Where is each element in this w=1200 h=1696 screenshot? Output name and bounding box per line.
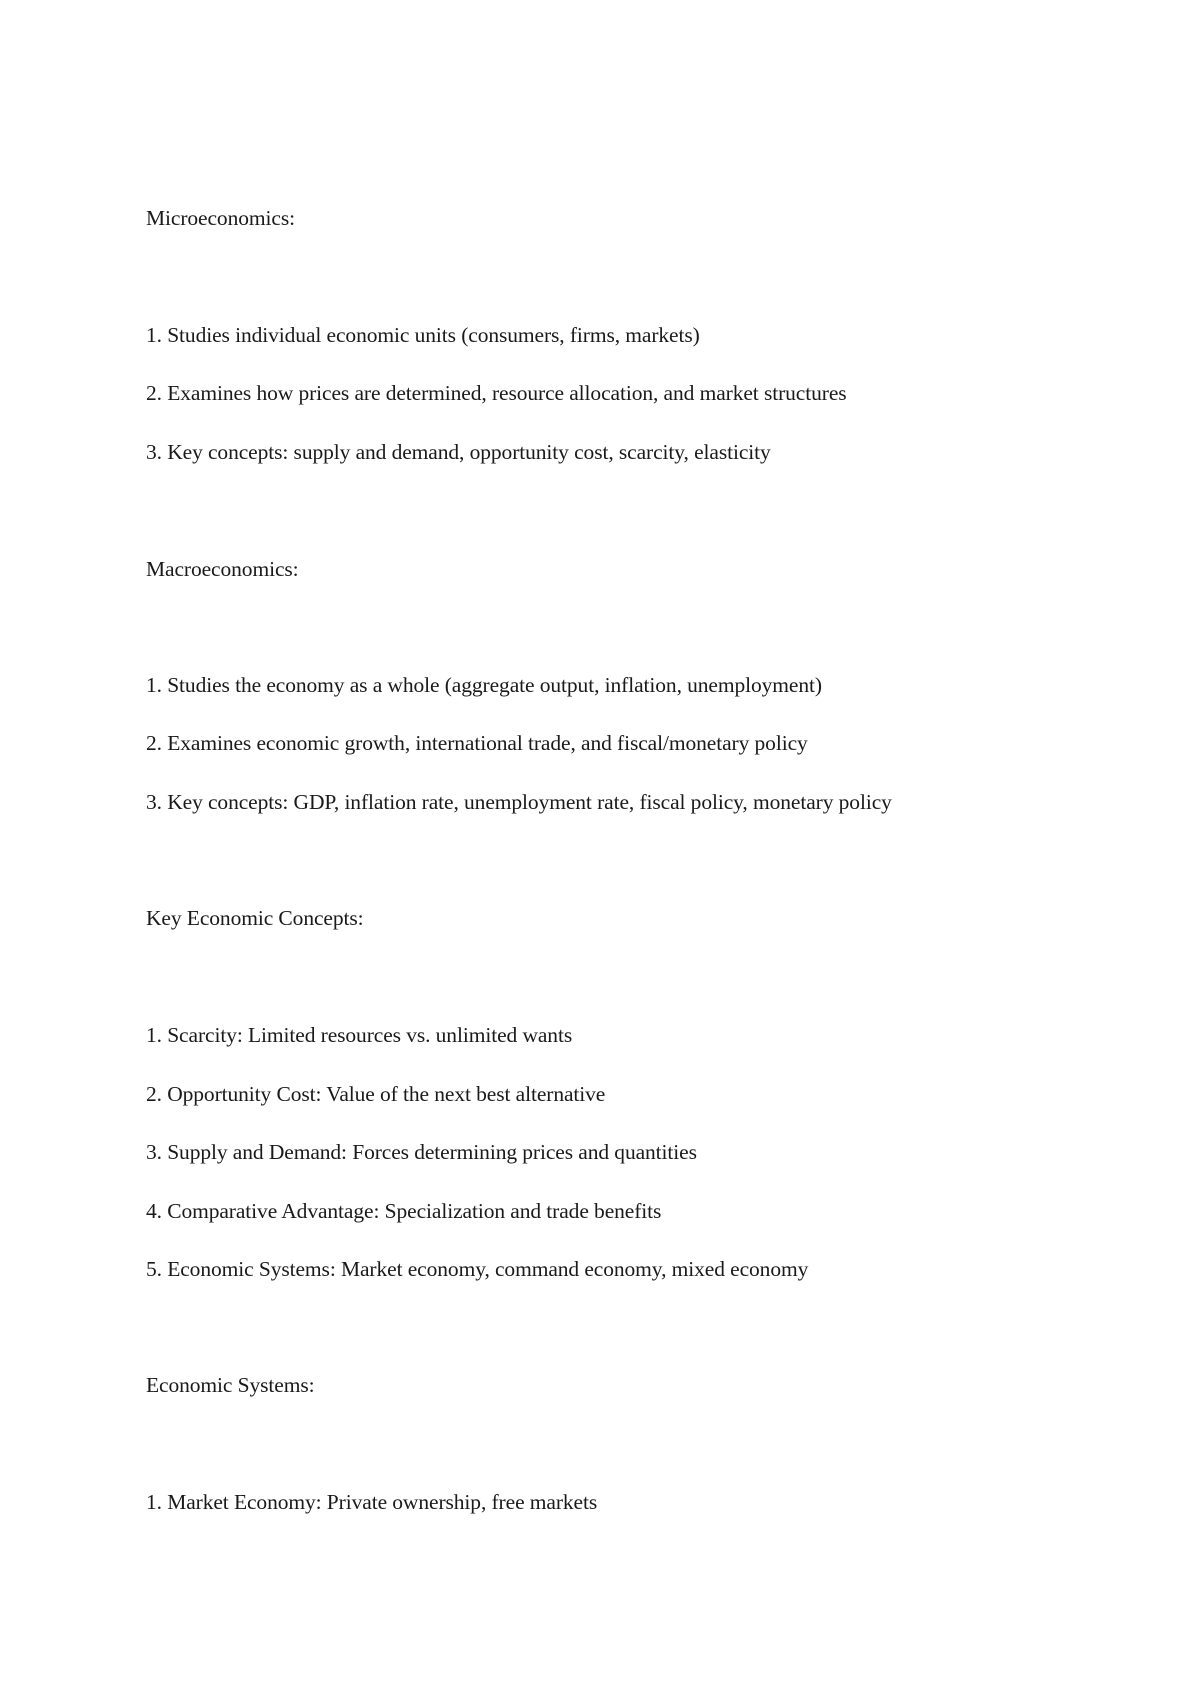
list-item: 3. Supply and Demand: Forces determining prices and quantities (146, 1140, 697, 1164)
section-heading-key-economic-concepts: Key Economic Concepts: (146, 906, 364, 930)
section-heading-economic-systems: Economic Systems: (146, 1373, 315, 1397)
list-item: 1. Studies individual economic units (consumers, firms, markets) (146, 323, 700, 347)
list-item: 1. Market Economy: Private ownership, free markets (146, 1490, 598, 1514)
section-heading-microeconomics: Microeconomics: (146, 206, 295, 230)
list-item: 2. Examines economic growth, international trade, and fiscal/monetary policy (146, 731, 808, 755)
list-item: 3. Key concepts: supply and demand, opportunity cost, scarcity, elasticity (146, 440, 771, 464)
list-item: 3. Key concepts: GDP, inflation rate, unemployment rate, fiscal policy, monetary policy (146, 790, 892, 814)
section-heading-macroeconomics: Macroeconomics: (146, 557, 299, 581)
list-item: 5. Economic Systems: Market economy, command economy, mixed economy (146, 1257, 809, 1281)
list-item: 1. Scarcity: Limited resources vs. unlimited wants (146, 1023, 573, 1047)
list-item: 1. Studies the economy as a whole (aggregate output, inflation, unemployment) (146, 673, 822, 697)
list-item: 4. Comparative Advantage: Specialization and trade benefits (146, 1199, 662, 1223)
list-item: 2. Examines how prices are determined, resource allocation, and market structures (146, 381, 847, 405)
list-item: 2. Opportunity Cost: Value of the next best alternative (146, 1082, 606, 1106)
